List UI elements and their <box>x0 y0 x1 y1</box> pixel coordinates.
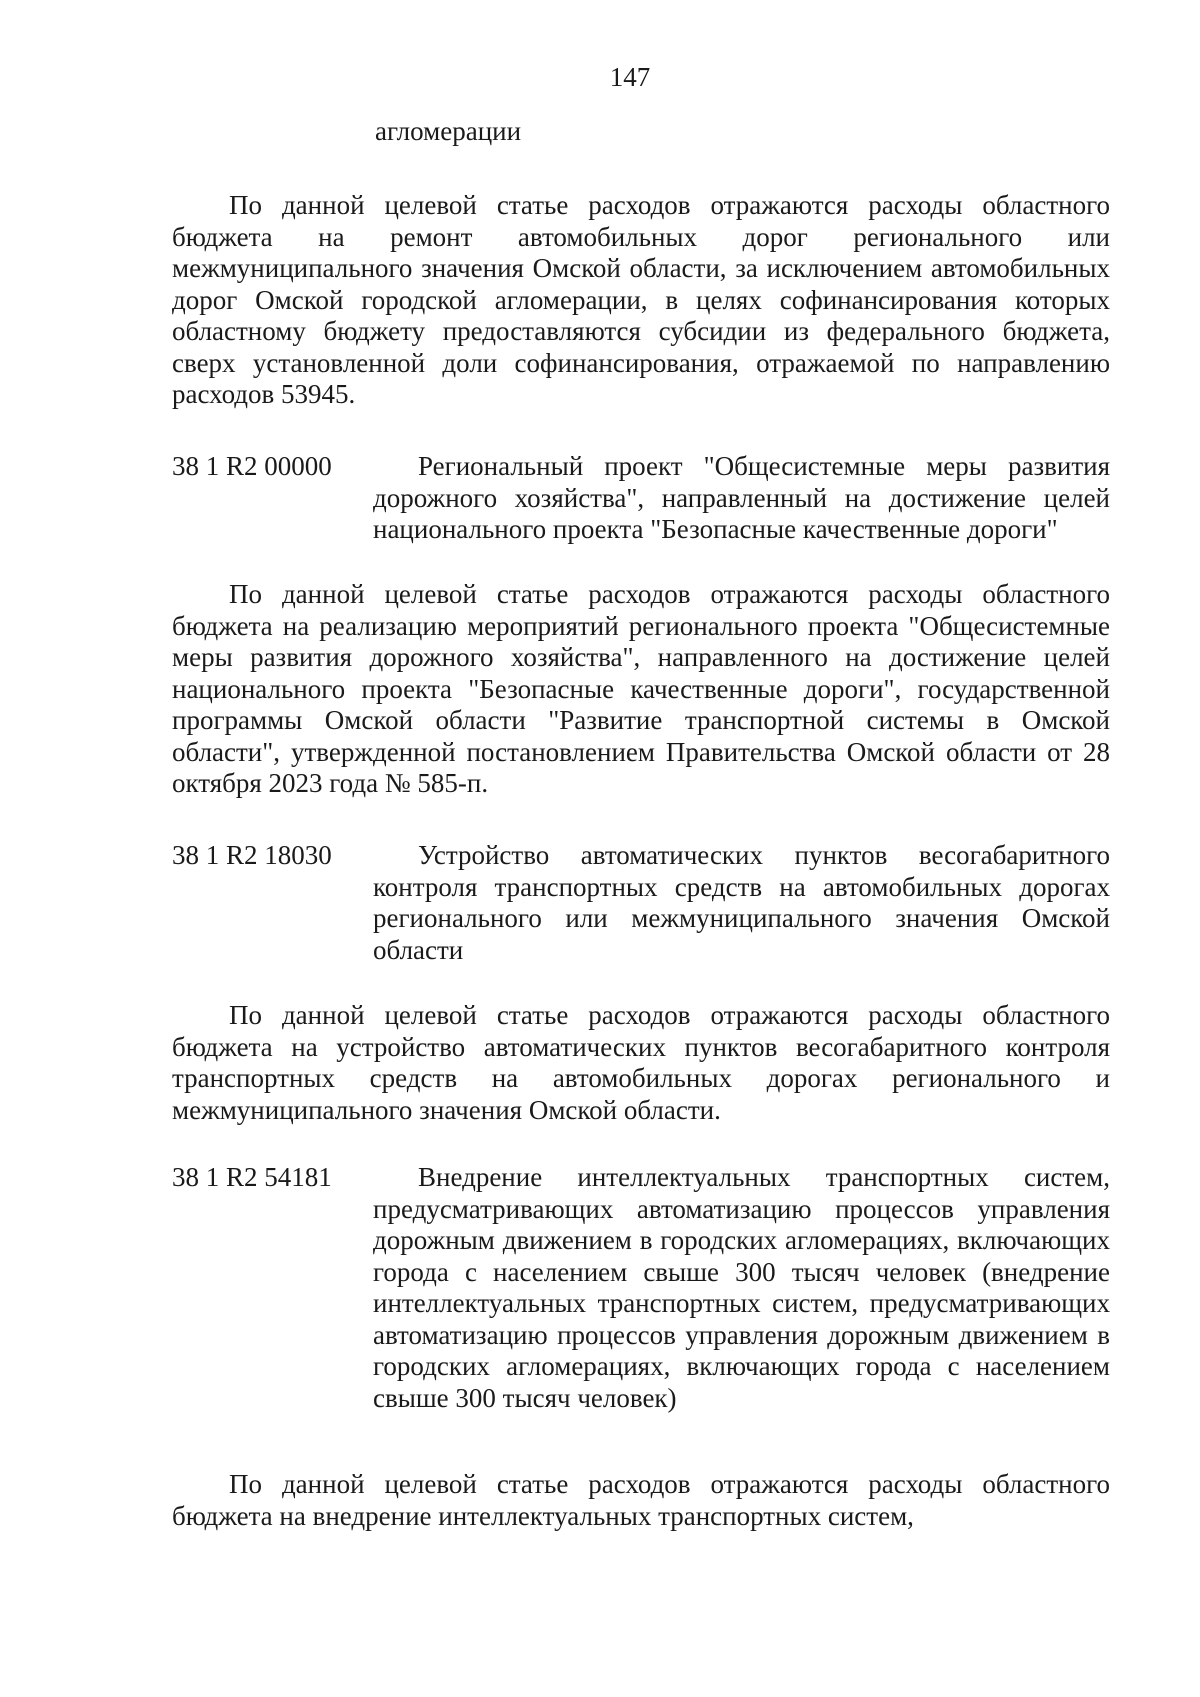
body-paragraph: По данной целевой статье расходов отражаются расходы областного бюджета на реализацию мероприятий регионального проекта "Общесистемные меры развития дорожного хозяйства", направленного на достижение целей национального проекта "Безопасные качественные дороги", государственной программы Омской области "Развитие транспортной системы в Омской области", утвержденной постановлением Правительства Омской области от 28 октября 2023 года № 585-п. <box>172 579 1110 798</box>
classification-title: Региональный проект "Общесистемные меры развития дорожного хозяйства", направленный на достижение целей национального проекта "Безопасные качественные дороги" <box>373 451 1110 544</box>
classification-title: Внедрение интеллектуальных транспортных систем, предусматривающих автоматизацию процессов управления дорожным движением в городских агломерациях, включающих города с населением свыше 300 тысяч человек (внедрение интеллектуальных транспортных систем, предусматривающих автоматизацию процессов управления дорожным движением в городских агломерациях, включающих города с населением свыше 300 тысяч человек) <box>373 1162 1110 1413</box>
classification-code: 38 1 R2 18030 <box>172 840 332 870</box>
body-paragraph: По данной целевой статье расходов отражаются расходы областного бюджета на ремонт автомобильных дорог регионального или межмуниципального значения Омской области, за исключением автомобильных дорог Омской городской агломерации, в целях софинансирования которых областному бюджету предоставляются субсидии из федерального бюджета, сверх установленной доли софинансирования, отражаемой по направлению расходов 53945. <box>172 190 1110 409</box>
continued-text-fragment: агломерации <box>375 116 522 146</box>
body-paragraph: По данной целевой статье расходов отражаются расходы областного бюджета на внедрение интеллектуальных транспортных систем, <box>172 1469 1110 1531</box>
page-number: 147 <box>609 62 651 92</box>
classification-code: 38 1 R2 00000 <box>172 451 332 481</box>
classification-title: Устройство автоматических пунктов весогабаритного контроля транспортных средств на автомобильных дорогах регионального или межмуниципального значения Омской области <box>373 840 1110 965</box>
body-paragraph: По данной целевой статье расходов отражаются расходы областного бюджета на устройство автоматических пунктов весогабаритного контроля транспортных средств на автомобильных дорогах регионального и межмуниципального значения Омской области. <box>172 1000 1110 1125</box>
classification-code: 38 1 R2 54181 <box>172 1162 332 1192</box>
